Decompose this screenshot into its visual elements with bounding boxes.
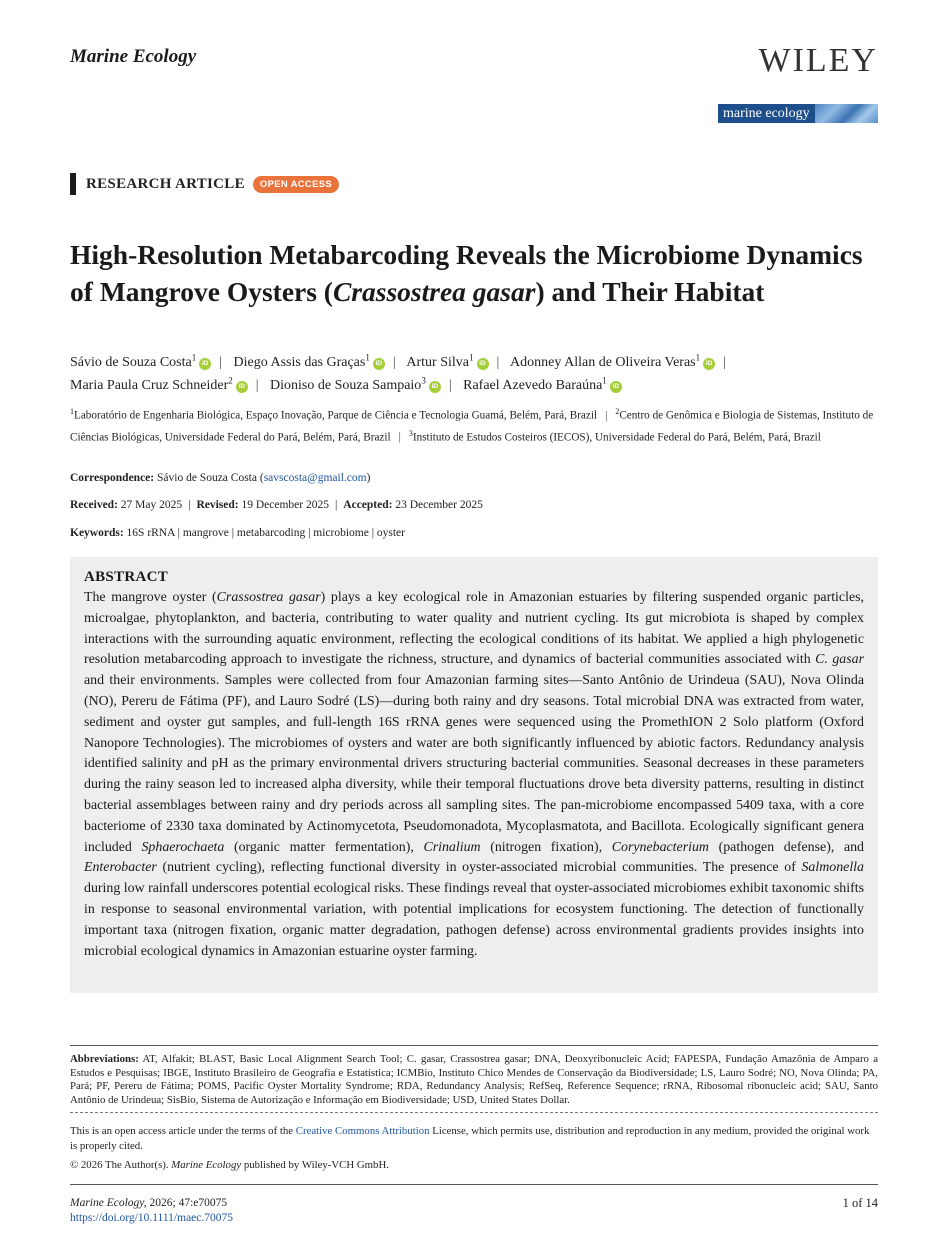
orcid-icon[interactable]: iD — [477, 358, 489, 370]
abstract-italic: Sphaerochaeta — [141, 839, 225, 855]
abstract-span: (pathogen defense), and — [708, 839, 864, 855]
keywords-label: Keywords: — [70, 527, 124, 539]
author-name: Sávio de Souza Costa — [70, 354, 192, 370]
article-type-bar — [70, 173, 76, 195]
separator: | — [398, 431, 401, 444]
received-date: 27 May 2025 — [120, 499, 183, 511]
author-affiliation: 1 — [365, 352, 370, 362]
abstract-italic: Crinalium — [423, 839, 481, 855]
abstract-span: during low rainfall underscores potential ecological risks. These findings reveal that oyster-associated microbiomes exhibit taxonomic shifts in response to seasonal environmental variation, with potential implications for ecosystem functioning. The detection of functionally important taxa (nitrogen fixation, organic matter degradation, pathogen defense) across environmental gradients provides insights into microbial ecological dynamics in Amazonian estuarine oyster farming. — [84, 881, 864, 959]
journal-brand-banner[interactable] — [718, 104, 878, 123]
revised-label: Revised: — [196, 499, 239, 511]
abstract-span: (nitrogen fixation), — [480, 839, 612, 855]
abstract-span: The mangrove oyster ( — [84, 590, 217, 605]
author[interactable] — [70, 352, 211, 370]
author-name: Artur Silva — [406, 354, 469, 370]
abbreviations — [70, 1053, 878, 1107]
correspondence-name: Sávio de Souza Costa — [157, 472, 257, 484]
copyright-journal: Marine Ecology — [171, 1159, 242, 1171]
copyright — [70, 1159, 389, 1171]
received-label: Received: — [70, 499, 118, 511]
author-affiliation: 2 — [228, 375, 233, 386]
abstract-italic: Corynebacterium — [611, 839, 709, 855]
author-name: Dioniso de Souza Sampaio — [270, 378, 422, 394]
copyright-prefix: © 2026 The Author(s). — [70, 1159, 172, 1171]
brand-banner-text: marine ecology — [718, 104, 815, 123]
creative-commons-link[interactable]: Creative Commons Attribution — [295, 1125, 430, 1137]
open-access-badge[interactable]: OPEN ACCESS — [253, 176, 339, 193]
author[interactable] — [463, 375, 622, 394]
wiley-logo[interactable]: WILEY — [758, 42, 878, 79]
orcid-icon[interactable]: iD — [610, 381, 622, 393]
author[interactable] — [70, 375, 248, 394]
author-name: Adonney Allan de Oliveira Veras — [510, 354, 696, 370]
article-type-label: RESEARCH ARTICLE — [86, 175, 245, 192]
separator: | — [392, 354, 396, 370]
history-dates — [70, 499, 483, 511]
title-species: Crassostrea gasar — [332, 276, 536, 307]
separator: | — [334, 499, 338, 511]
citation-footer — [70, 1196, 233, 1226]
orcid-icon[interactable]: iD — [429, 381, 441, 393]
orcid-icon[interactable]: iD — [703, 358, 715, 370]
abstract-italic: Crassostrea gasar — [216, 590, 321, 605]
author-affiliation: 3 — [421, 375, 426, 386]
divider — [70, 1045, 878, 1046]
separator: | — [496, 354, 500, 370]
abstract-span: (nutrient cycling), reflecting functional diversity in oyster-associated microbial communities. The presence of — [156, 860, 802, 876]
keywords — [70, 527, 405, 539]
citation-volume: 2026; 47:e70075 — [146, 1197, 228, 1209]
abstract-box — [70, 557, 878, 993]
divider — [70, 1112, 878, 1113]
affiliation-text: Laboratório de Engenharia Biológica, Espaço Inovação, Parque de Ciência e Tecnologia Guamá, Belém, Pará, Brazil — [74, 409, 598, 422]
separator: | — [219, 354, 223, 370]
accepted-label: Accepted: — [343, 499, 393, 511]
affiliation-number: 2 — [615, 407, 620, 416]
correspondence: Correspondence: Sávio de Souza Costa (savscosta@gmail.com) — [70, 472, 371, 484]
license-notice — [70, 1124, 878, 1154]
abstract-italic: C. gasar — [815, 652, 865, 668]
page-number: 1 of 14 — [842, 1196, 878, 1210]
author-affiliation: 1 — [469, 352, 474, 362]
author-affiliation: 1 — [695, 352, 701, 362]
orcid-icon[interactable]: iD — [199, 358, 211, 370]
abbreviations-text: AT, Alfakit; BLAST, Basic Local Alignment Search Tool; C. gasar, Crassostrea gasar; DNA, Deoxyribonucleic Acid; FAPESPA, Fundação Amazônia de Amparo a Estudos e Pesquisas; IBGE, Instituto Brasileiro de Geografia e Estatística; ICMBio, Instituto Chico Mendes de Conservação da Biodiversidade; LS, Lauro Sodré; NO, Nova Olinda; PA, Pará; PF, Pereru de Fátima; POMS, Pacific Oyster Mortality Syndrome; RDA, Redundancy Analysis; RefSeq, Reference Sequence; rRNA, Ribosomal ribonucleic acid; SAU, Santo Antônio de Urindeua; SisBio, Sistema de Autorização e Informação em Biodiversidade; USD, United States Dollar. — [70, 1053, 878, 1106]
separator: | — [448, 378, 452, 394]
abstract-text — [84, 588, 864, 962]
abstract-italic: Salmonella — [801, 860, 864, 876]
abstract-span: (organic matter fermentation), — [224, 839, 424, 855]
author[interactable] — [510, 352, 715, 370]
separator: | — [255, 378, 259, 394]
orcid-icon[interactable]: iD — [236, 381, 248, 393]
affiliations — [70, 403, 875, 446]
revised-date: 19 December 2025 — [241, 499, 329, 511]
article-title — [70, 236, 870, 310]
separator: | — [723, 354, 726, 370]
correspondence-label: Correspondence: — [70, 472, 155, 484]
affiliation-text: Instituto de Estudos Costeiros (IECOS), Universidade Federal do Pará, Belém, Pará, Brazil — [412, 431, 821, 444]
doi-link[interactable]: https://doi.org/10.1111/maec.70075 — [70, 1212, 234, 1224]
author-list — [70, 348, 870, 395]
abstract-italic: Enterobacter — [84, 860, 157, 876]
keywords-text: 16S rRNA | mangrove | metabarcoding | microbiome | oyster — [126, 527, 405, 539]
abstract-span: ) plays a key ecological role in Amazonian estuaries by filtering suspended organic particles, microalgae, phytoplankton, and bacteria, contributing to water quality and nutrient cycling. Its gut microbiota is shaped by complex interactions with the surrounding aquatic environment, reflecting the ecological conditions of its habitat. We applied a high phylogenetic resolution metabarcoding approach to investigate the richness, structure, and dynamics of bacterial communities associated with — [84, 590, 864, 668]
author[interactable] — [406, 352, 488, 370]
license-text-1: This is an open access article under the terms of the — [70, 1125, 296, 1137]
title-part-1: High-Resolution Metabarcoding Reveals the Microbiome Dynamics of Mangrove Oysters ( — [70, 239, 863, 307]
abstract-heading: ABSTRACT — [84, 569, 169, 585]
abstract-span: and their environments. Samples were collected from four Amazonian farming sites—Santo Antônio de Urindeua (SAU), Nova Olinda (NO), Pereru de Fátima (PF), and Lauro Sodré (LS)—during both rainy and dry seasons. Total microbial DNA was extracted from water, sediment and oyster gut samples, and full-length 16S rRNA genes were sequenced using the PromethION 2 Solo platform (Oxford Nanopore Technologies). The microbiomes of oysters and water are both significantly influenced by abiotic factors. Redundancy analysis identified salinity and pH as the primary environmental drivers structuring bacterial communities. Seasonal decreases in these parameters during the rainy season led to increased alpha diversity, while their temporal fluctuations drove beta diversity patterns, resulting in distinct bacterial assemblages between rainy and dry periods across all sampling sites. The pan-microbiome encompassed 5409 taxa, with a core bacteriome of 2330 taxa dominated by Actinomycetota, Pseudomonadota, Mycoplasmatota, and Bacillota. Ecologically significant genera included — [84, 673, 864, 855]
author-name: Rafael Azevedo Baraúna — [463, 378, 603, 394]
author-affiliation: 1 — [191, 352, 197, 362]
separator: | — [605, 409, 608, 422]
author[interactable] — [270, 375, 441, 394]
author[interactable] — [233, 352, 385, 370]
author-name: Diego Assis das Graças — [233, 354, 366, 370]
accepted-date: 23 December 2025 — [395, 499, 483, 511]
citation-line — [70, 1196, 233, 1211]
wave-image — [815, 104, 878, 123]
orcid-icon[interactable]: iD — [373, 358, 385, 370]
correspondence-email-link[interactable]: savscosta@gmail.com — [263, 472, 367, 484]
copyright-suffix: published by Wiley-VCH GmbH. — [241, 1159, 389, 1171]
title-part-2: ) and Their Habitat — [535, 276, 765, 307]
citation-journal: Marine Ecology, — [70, 1197, 147, 1209]
divider — [70, 1184, 878, 1185]
affiliation-number: 3 — [408, 428, 413, 438]
affiliation-text: Centro de Genômica e Biologia de Sistemas, Instituto de Ciências Biológicas, Universidade Federal do Pará, Belém, Pará, Brazil — [70, 409, 874, 444]
separator: | — [188, 499, 191, 511]
license-text-2: License, which permits use, distribution and reproduction in any medium, provided the original work is properly cited. — [70, 1125, 870, 1152]
affiliation-number: 1 — [70, 407, 74, 416]
journal-name: Marine Ecology — [70, 46, 197, 67]
author-name: Maria Paula Cruz Schneider — [70, 378, 229, 394]
abbreviations-label: Abbreviations: — [70, 1053, 139, 1065]
article-type — [70, 173, 339, 195]
author-affiliation: 1 — [602, 375, 607, 386]
